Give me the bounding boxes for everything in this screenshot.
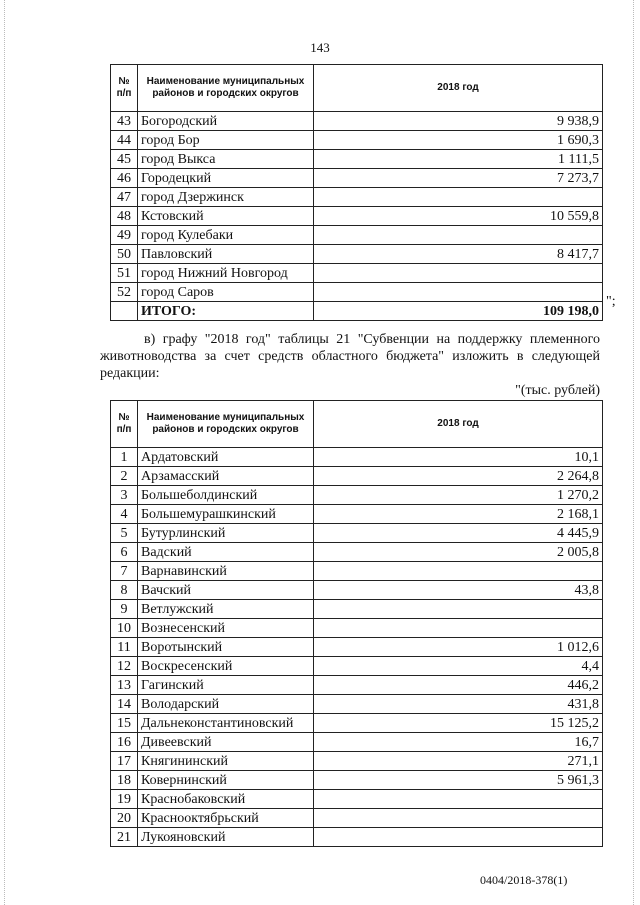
district-name: Гагинский xyxy=(138,676,314,695)
district-name: Богородский xyxy=(138,112,314,131)
district-name: город Дзержинск xyxy=(138,188,314,207)
row-number: 17 xyxy=(111,752,138,771)
header-num: № п/п xyxy=(111,401,138,448)
table-row xyxy=(111,467,603,486)
table-row xyxy=(111,245,603,264)
row-value xyxy=(314,188,603,207)
row-number: 6 xyxy=(111,543,138,562)
row-value xyxy=(314,600,603,619)
table-row xyxy=(111,714,603,733)
table-row xyxy=(111,543,603,562)
row-number: 48 xyxy=(111,207,138,226)
district-name: Воскресенский xyxy=(138,657,314,676)
district-name: Ардатовский xyxy=(138,448,314,467)
table-row xyxy=(111,150,603,169)
table-row xyxy=(111,207,603,226)
row-number: 13 xyxy=(111,676,138,695)
districts-table-continued xyxy=(110,64,603,321)
district-name: Павловский xyxy=(138,245,314,264)
row-value xyxy=(314,790,603,809)
row-number: 10 xyxy=(111,619,138,638)
row-value: 10 559,8 xyxy=(314,207,603,226)
row-number: 50 xyxy=(111,245,138,264)
table-row xyxy=(111,264,603,283)
table-row xyxy=(111,695,603,714)
district-name: Володарский xyxy=(138,695,314,714)
district-name: Большемурашкинский xyxy=(138,505,314,524)
row-value: 1 111,5 xyxy=(314,150,603,169)
table-row xyxy=(111,169,603,188)
table-row xyxy=(111,733,603,752)
row-value: 1 270,2 xyxy=(314,486,603,505)
row-number: 21 xyxy=(111,828,138,847)
district-name: Краснооктябрьский xyxy=(138,809,314,828)
table-row xyxy=(111,486,603,505)
row-number: 18 xyxy=(111,771,138,790)
row-number: 16 xyxy=(111,733,138,752)
district-name: Варнавинский xyxy=(138,562,314,581)
document-code: 0404/2018-378(1) xyxy=(480,873,568,887)
district-name: Вознесенский xyxy=(138,619,314,638)
row-value: 431,8 xyxy=(314,695,603,714)
row-value xyxy=(314,619,603,638)
row-value xyxy=(314,264,603,283)
units-label: "(тыс. рублей) xyxy=(515,383,600,398)
header-name: Наименование муниципальных районов и городских округов xyxy=(138,401,314,448)
row-number: 8 xyxy=(111,581,138,600)
table-row xyxy=(111,619,603,638)
district-name: Ветлужский xyxy=(138,600,314,619)
row-number: 7 xyxy=(111,562,138,581)
table-header-row xyxy=(111,65,603,112)
row-value: 2 264,8 xyxy=(314,467,603,486)
total-value: 109 198,0 xyxy=(314,302,603,321)
row-number: 43 xyxy=(111,112,138,131)
row-value: 446,2 xyxy=(314,676,603,695)
row-number: 51 xyxy=(111,264,138,283)
table-row xyxy=(111,562,603,581)
row-value: 15 125,2 xyxy=(314,714,603,733)
row-value: 5 961,3 xyxy=(314,771,603,790)
row-value: 1 690,3 xyxy=(314,131,603,150)
row-value: 16,7 xyxy=(314,733,603,752)
district-name: Городецкий xyxy=(138,169,314,188)
district-name: Вачский xyxy=(138,581,314,600)
row-value: 7 273,7 xyxy=(314,169,603,188)
table-row xyxy=(111,809,603,828)
table-row xyxy=(111,657,603,676)
table-row xyxy=(111,790,603,809)
row-value: 271,1 xyxy=(314,752,603,771)
table-row xyxy=(111,131,603,150)
district-name: Большеболдинский xyxy=(138,486,314,505)
row-number: 4 xyxy=(111,505,138,524)
district-name: город Бор xyxy=(138,131,314,150)
district-name: Вадский xyxy=(138,543,314,562)
closing-quote-mark: "; xyxy=(606,294,616,309)
table-row xyxy=(111,505,603,524)
scan-edge-left xyxy=(4,0,5,905)
table-header-row xyxy=(111,401,603,448)
row-number: 9 xyxy=(111,600,138,619)
district-name: Дивеевский xyxy=(138,733,314,752)
header-year: 2018 год xyxy=(314,65,603,112)
row-number: 52 xyxy=(111,283,138,302)
row-value: 8 417,7 xyxy=(314,245,603,264)
row-number: 2 xyxy=(111,467,138,486)
page-number: 143 xyxy=(310,40,330,55)
total-row xyxy=(111,302,603,321)
district-name: Воротынский xyxy=(138,638,314,657)
table-row xyxy=(111,283,603,302)
district-name: Ковернинский xyxy=(138,771,314,790)
district-name: город Нижний Новгород xyxy=(138,264,314,283)
row-value xyxy=(314,226,603,245)
row-number: 15 xyxy=(111,714,138,733)
row-number: 46 xyxy=(111,169,138,188)
district-name: Бутурлинский xyxy=(138,524,314,543)
district-name: Дальнеконстантиновский xyxy=(138,714,314,733)
table-row xyxy=(111,448,603,467)
row-value xyxy=(314,828,603,847)
row-value: 1 012,6 xyxy=(314,638,603,657)
row-number: 1 xyxy=(111,448,138,467)
row-value xyxy=(314,283,603,302)
district-name: Краснобаковский xyxy=(138,790,314,809)
row-number: 14 xyxy=(111,695,138,714)
amendment-paragraph: в) графу "2018 год" таблицы 21 "Субвенции на поддержку племенного животноводства за счет средств областного бюджета" изложить в следующей редакции: xyxy=(100,332,600,381)
row-value: 43,8 xyxy=(314,581,603,600)
district-name: Арзамасский xyxy=(138,467,314,486)
row-number: 44 xyxy=(111,131,138,150)
district-name: город Кулебаки xyxy=(138,226,314,245)
table-row xyxy=(111,524,603,543)
table-row xyxy=(111,226,603,245)
row-number: 49 xyxy=(111,226,138,245)
row-number: 5 xyxy=(111,524,138,543)
row-number: 47 xyxy=(111,188,138,207)
row-value: 10,1 xyxy=(314,448,603,467)
table-row xyxy=(111,581,603,600)
district-name: город Саров xyxy=(138,283,314,302)
row-number: 3 xyxy=(111,486,138,505)
row-number: 19 xyxy=(111,790,138,809)
header-num: № п/п xyxy=(111,65,138,112)
row-value: 2 168,1 xyxy=(314,505,603,524)
header-year: 2018 год xyxy=(314,401,603,448)
row-value xyxy=(314,562,603,581)
table-row xyxy=(111,752,603,771)
district-name: Княгининский xyxy=(138,752,314,771)
table-row xyxy=(111,638,603,657)
header-name: Наименование муниципальных районов и городских округов xyxy=(138,65,314,112)
subventions-table-21 xyxy=(110,400,603,847)
district-name: город Выкса xyxy=(138,150,314,169)
row-value xyxy=(314,809,603,828)
district-name: Лукояновский xyxy=(138,828,314,847)
total-label: ИТОГО: xyxy=(138,302,314,321)
row-number: 11 xyxy=(111,638,138,657)
district-name: Кстовский xyxy=(138,207,314,226)
table-row xyxy=(111,771,603,790)
row-value: 2 005,8 xyxy=(314,543,603,562)
row-number: 20 xyxy=(111,809,138,828)
row-value: 9 938,9 xyxy=(314,112,603,131)
table-row xyxy=(111,828,603,847)
row-value: 4 445,9 xyxy=(314,524,603,543)
table-row xyxy=(111,676,603,695)
row-number: 45 xyxy=(111,150,138,169)
row-number: 12 xyxy=(111,657,138,676)
row-value: 4,4 xyxy=(314,657,603,676)
table-row xyxy=(111,600,603,619)
table-row xyxy=(111,112,603,131)
table-row xyxy=(111,188,603,207)
scan-edge-right xyxy=(633,0,634,905)
total-empty-cell xyxy=(111,302,138,321)
